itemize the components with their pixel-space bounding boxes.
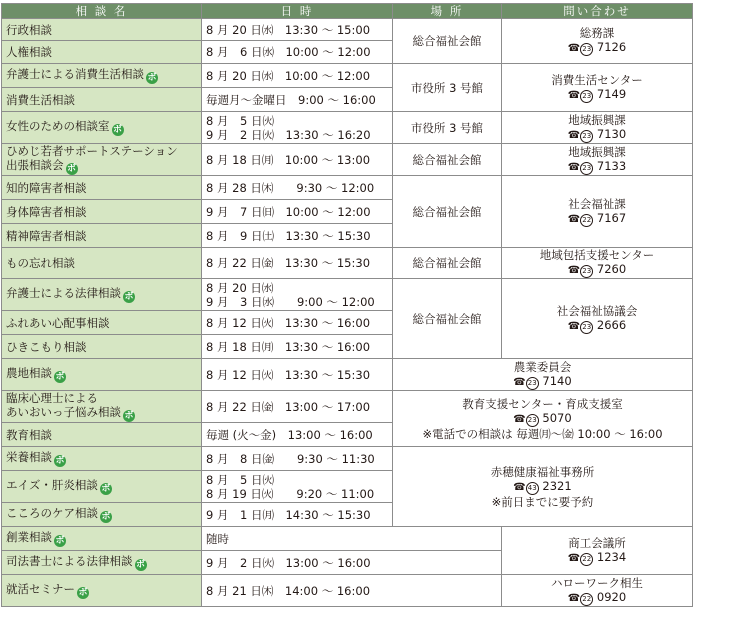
accessible-mark-icon: ボ: [135, 560, 145, 570]
consult-contact: 教育支援センター・育成支援室 ☎ 23 5070 ※電話での相談は 毎週㈪～㈮ 10:00 ～ 16:00: [393, 391, 693, 447]
area-code: 23: [580, 321, 593, 334]
table-row: [2, 527, 693, 551]
header-name: 相 談 名: [2, 4, 202, 19]
phone-number: ☎ 23 7149: [567, 86, 627, 101]
telephone-icon: ☎: [567, 265, 581, 276]
consult-datetime: 8 月 9 日㈯ 13:30 ～ 15:30: [202, 224, 393, 248]
area-code: 43: [526, 482, 539, 495]
consult-place: 総合福祉会館: [393, 279, 502, 359]
consult-datetime: 8 月 8 日㈮ 9:30 ～ 11:30: [202, 447, 393, 471]
accessible-mark-icon: ボ: [112, 125, 122, 135]
table-row: [2, 112, 693, 144]
consultation-table: [1, 3, 693, 607]
consult-name: 身体障害者相談: [2, 200, 202, 224]
consult-contact: 総務課 ☎ 23 7126: [502, 19, 693, 64]
phone-number: ☎ 23 5070: [513, 410, 572, 425]
consult-name: 教育相談: [2, 423, 202, 447]
table-row: [2, 64, 693, 88]
telephone-icon: ☎: [513, 481, 526, 493]
consult-place: 市役所 3 号館: [393, 112, 502, 144]
table-row: [2, 447, 693, 471]
table-row: [2, 144, 693, 176]
consult-datetime: 9 月 7 日㈰ 10:00 ～ 12:00: [202, 200, 393, 224]
consult-name: 創業相談 ボ: [2, 527, 202, 551]
phone-number: ☎ 22 7167: [567, 210, 627, 225]
consult-name: ひきこもり相談: [2, 335, 202, 359]
consult-datetime: 9 月 1 日㈪ 14:30 ～ 15:30: [202, 503, 393, 527]
consult-datetime: 8 月 28 日㈭ 9:30 ～ 12:00: [202, 176, 393, 200]
consult-name: 司法書士による法律相談 ボ: [2, 551, 202, 575]
accessible-mark-icon: ボ: [101, 484, 111, 494]
telephone-icon: ☎: [513, 413, 526, 425]
area-code: 23: [580, 130, 593, 143]
consult-name: 人権相談: [2, 41, 202, 64]
telephone-icon: ☎: [513, 376, 526, 388]
telephone-icon: ☎: [567, 320, 581, 332]
consult-contact: 地域振興課 ☎ 23 7130: [502, 112, 693, 144]
consult-contact: 商工会議所 ☎ 22 1234: [502, 527, 693, 575]
area-code: 23: [580, 162, 593, 175]
telephone-icon: ☎: [567, 129, 581, 141]
consult-contact: 消費生活センター ☎ 23 7149: [502, 64, 693, 112]
table-row: [2, 359, 693, 391]
consult-datetime: 随時: [202, 527, 502, 551]
consult-contact: 社会福祉課 ☎ 22 7167: [502, 176, 693, 248]
header-datetime: 日 時: [202, 4, 393, 19]
table-row: [2, 575, 693, 607]
consult-datetime: 8 月 18 日㈪ 13:30 ～ 16:00: [202, 335, 393, 359]
consult-name: 臨床心理士による あいおいっ子悩み相談 ボ: [2, 391, 202, 423]
consult-datetime: 8 月 12 日㈫ 13:30 ～ 16:00: [202, 311, 393, 335]
consult-contact: 地域振興課 ☎ 23 7133: [502, 144, 693, 176]
header-contact: 問い合わせ: [502, 4, 693, 19]
consult-name: 栄養相談 ボ: [2, 447, 202, 471]
accessible-mark-icon: ボ: [124, 292, 134, 302]
area-code: 23: [580, 43, 593, 56]
consult-place: 総合福祉会館: [393, 19, 502, 64]
area-code: 23: [580, 90, 593, 103]
consult-place: 総合福祉会館: [393, 248, 502, 279]
consult-name: 消費生活相談: [2, 88, 202, 112]
phone-number: ☎ 23 2666: [567, 317, 627, 332]
consult-datetime: 8 月 12 日㈫ 13:30 ～ 15:30: [202, 359, 393, 391]
consult-name: ひめじ若者サポートステーション 出張相談会 ボ: [2, 144, 202, 176]
consult-datetime: 8 月 22 日㈮ 13:00 ～ 17:00: [202, 391, 393, 423]
consult-name: もの忘れ相談: [2, 248, 202, 279]
consult-name: ふれあい心配事相談: [2, 311, 202, 335]
table-row: [2, 19, 693, 41]
area-code: 22: [580, 553, 593, 566]
phone-number: ☎ 22 0920: [567, 589, 627, 604]
consult-place: 総合福祉会館: [393, 176, 502, 248]
consult-datetime: 8 月 20 日㈬ 9 月 3 日㈬ 9:00 ～ 12:00: [202, 279, 393, 311]
accessible-mark-icon: ボ: [66, 164, 76, 174]
header-place: 場 所: [393, 4, 502, 19]
consult-contact: 地域包括支援センター ☎ 23 7260: [502, 248, 693, 279]
consult-datetime: 8 月 6 日㈬ 10:00 ～ 12:00: [202, 41, 393, 64]
consult-name: 行政相談: [2, 19, 202, 41]
consult-contact: 赤穂健康福祉事務所 ☎ 43 2321 ※前日までに要予約: [393, 447, 693, 527]
consult-name: エイズ・肝炎相談 ボ: [2, 471, 202, 503]
consult-name: 弁護士による法律相談 ボ: [2, 279, 202, 311]
phone-number: ☎ 22 1234: [567, 549, 627, 564]
consult-name: 女性のための相談室 ボ: [2, 112, 202, 144]
telephone-icon: ☎: [567, 552, 581, 564]
accessible-mark-icon: ボ: [124, 411, 134, 421]
consult-name: 弁護士による消費生活相談 ボ: [2, 64, 202, 88]
telephone-icon: ☎: [567, 161, 581, 173]
consult-datetime: 8 月 21 日㈭ 14:00 ～ 16:00: [202, 575, 502, 607]
area-code: 23: [526, 414, 539, 427]
consult-name: 知的障害者相談: [2, 176, 202, 200]
consult-place: 市役所 3 号館: [393, 64, 502, 112]
accessible-mark-icon: ボ: [101, 512, 111, 522]
consult-datetime: 8 月 5 日㈫ 9 月 2 日㈫ 13:30 ～ 16:20: [202, 112, 393, 144]
consult-datetime: 8 月 20 日㈬ 13:30 ～ 15:00: [202, 19, 393, 41]
area-code: 23: [580, 265, 593, 278]
accessible-mark-icon: ボ: [55, 536, 65, 546]
phone-number: ☎ 23 7260: [567, 262, 627, 276]
table-row: [2, 279, 693, 311]
accessible-mark-icon: ボ: [78, 588, 88, 598]
header-row: [2, 4, 693, 19]
consult-datetime: 8 月 18 日㈪ 10:00 ～ 13:00: [202, 144, 393, 176]
consult-datetime: 9 月 2 日㈫ 13:00 ～ 16:00: [202, 551, 502, 575]
accessible-mark-icon: ボ: [55, 456, 65, 466]
area-code: 23: [526, 377, 539, 390]
accessible-mark-icon: ボ: [147, 73, 157, 83]
consult-datetime: 毎週 (火～金) 13:00 ～ 16:00: [202, 423, 393, 447]
phone-number: ☎ 23 7140: [513, 373, 572, 388]
phone-number: ☎ 23 7126: [567, 40, 627, 54]
table-row: [2, 248, 693, 279]
accessible-mark-icon: ボ: [55, 372, 65, 382]
consult-datetime: 8 月 22 日㈮ 13:30 ～ 15:30: [202, 248, 393, 279]
telephone-icon: ☎: [567, 213, 581, 225]
telephone-icon: ☎: [567, 592, 581, 604]
phone-number: ☎ 23 7133: [567, 158, 627, 173]
table-row: [2, 176, 693, 200]
phone-number: ☎ 23 7130: [567, 126, 627, 141]
table-row: [2, 391, 693, 423]
consult-datetime: 8 月 5 日㈫ 8 月 19 日㈫ 9:20 ～ 11:00: [202, 471, 393, 503]
contact-note: ※電話での相談は 毎週㈪～㈮ 10:00 ～ 16:00: [422, 426, 663, 441]
area-code: 22: [580, 214, 593, 227]
consult-name: 農地相談 ボ: [2, 359, 202, 391]
consult-contact: 農業委員会 ☎ 23 7140: [393, 359, 693, 391]
consult-name: こころのケア相談 ボ: [2, 503, 202, 527]
consult-datetime: 毎週月～金曜日 9:00 ～ 16:00: [202, 88, 393, 112]
telephone-icon: ☎: [567, 43, 581, 54]
contact-note: ※前日までに要予約: [491, 494, 594, 509]
consult-datetime: 8 月 20 日㈬ 10:00 ～ 12:00: [202, 64, 393, 88]
telephone-icon: ☎: [567, 89, 581, 101]
consult-contact: ハローワーク相生 ☎ 22 0920: [502, 575, 693, 607]
consult-contact: 社会福祉協議会 ☎ 23 2666: [502, 279, 693, 359]
consult-place: 総合福祉会館: [393, 144, 502, 176]
area-code: 22: [580, 593, 593, 606]
consult-name: 就活セミナー ボ: [2, 575, 202, 607]
consult-name: 精神障害者相談: [2, 224, 202, 248]
phone-number: ☎ 43 2321: [513, 478, 572, 493]
